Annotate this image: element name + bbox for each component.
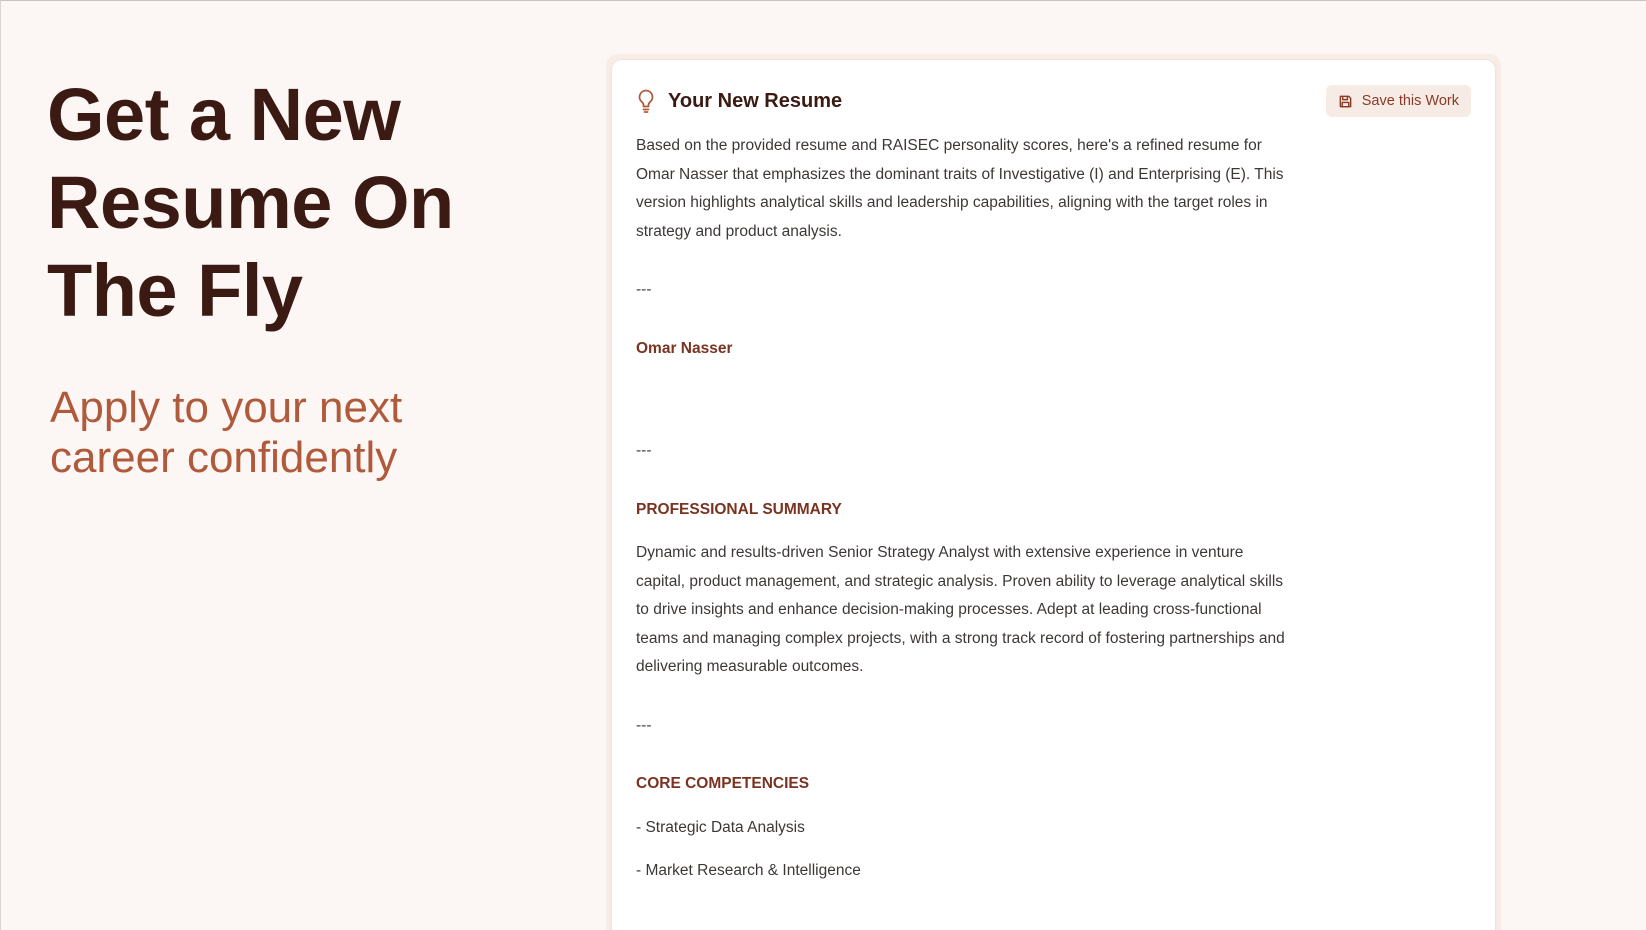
resume-intro: Based on the provided resume and RAISEC personality scores, here's a refined resume for Omar Nasser that emphasizes the dominant traits of Investigative (I) and Enterprising (E). This version highlights analytical skills and leadership capabilities, aligning with the target roles in strategy and product analysis. [636, 137, 1284, 240]
list-item: - Market Research & Intelligence [636, 862, 861, 879]
panel-title-group [636, 88, 842, 114]
separator: --- [636, 716, 652, 734]
list-item: - Strategic Data Analysis [636, 818, 805, 836]
summary-heading: PROFESSIONAL SUMMARY [636, 500, 842, 518]
floppy-disk-icon [1338, 94, 1353, 109]
lightbulb-icon [636, 88, 656, 114]
save-work-button[interactable] [1326, 85, 1471, 117]
resume-content [636, 132, 1296, 886]
hero-subtitle: Apply to your next career confidently [50, 383, 403, 482]
panel-header [636, 82, 1471, 120]
save-button-label: Save this Work [1361, 93, 1459, 109]
resume-panel [612, 60, 1495, 930]
competencies-heading: CORE COMPETENCIES [636, 775, 810, 792]
resume-panel-wrapper [606, 54, 1501, 930]
hero-title: Get a New Resume On The Fly [47, 73, 454, 332]
separator: --- [636, 281, 652, 298]
hero-section [47, 71, 567, 483]
summary-text: Dynamic and results-driven Senior Strategy Analyst with extensive experience in venture capital, product management, and strategic analysis. Proven ability to leverage analytical skills to drive insights and enhance decision-making processes. Adept at leading cross-functional teams and managing complex projects, with a strong track record of fostering partnerships and delivering measurable outcomes. [636, 544, 1285, 675]
separator: --- [636, 442, 652, 459]
panel-title: Your New Resume [668, 89, 843, 112]
candidate-name: Omar Nasser [636, 339, 733, 357]
